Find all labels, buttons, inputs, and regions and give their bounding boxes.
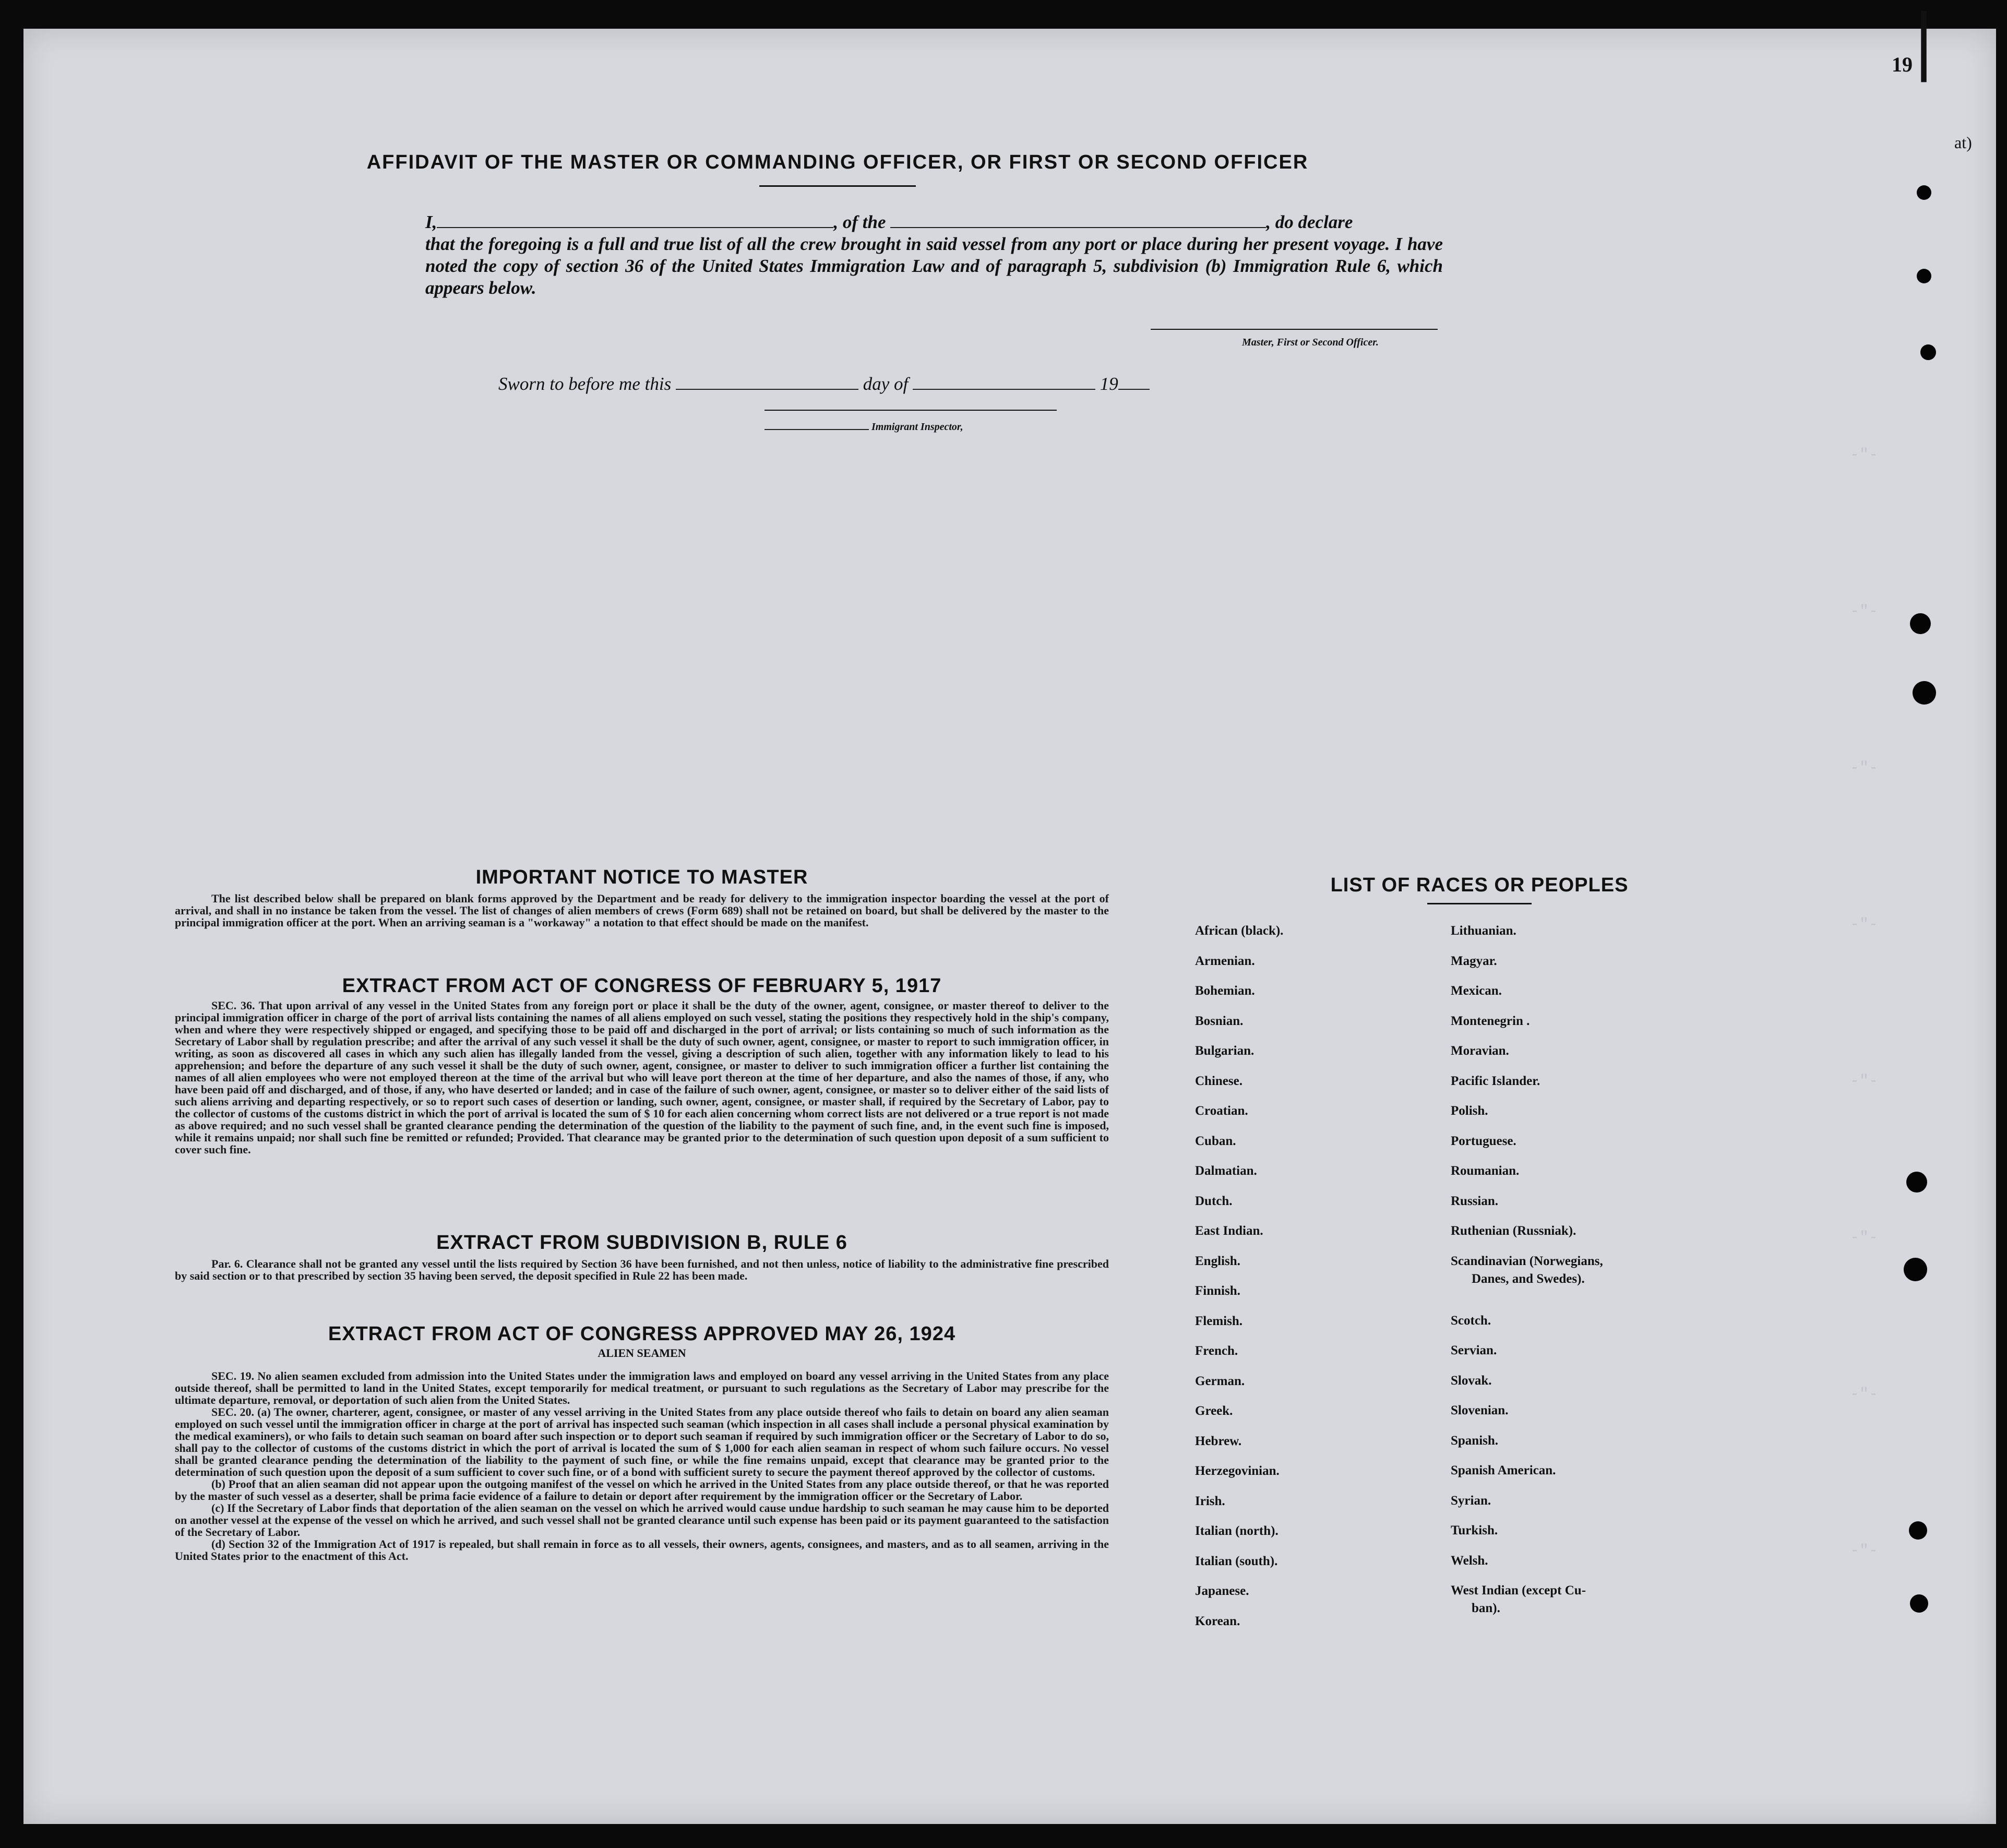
- extract-1917-text: SEC. 36. That upon arrival of any vessel in the United States from any foreign port or place it shall be the duty of the owner, agent, consignee, or master thereof to deliver to the principal immigration officer in charge of the port of arrival lists containing the names of all aliens employed on such vessel, stating the positions they respectively hold in the ship's company, when and where they were respectively shipped or engaged, and specifying those to be paid off and discharged in the port of arrival; or lists containing so much of such information as the Secretary of Labor shall by regulation prescribe; and after the arrival of any such vessel it shall be the duty of such owner, agent, consignee, or master to report to such immigration officer, in writing, as soon as discovered all cases in which any such alien has illegally landed from the vessel, giving a description of such alien, together with any information likely to lead to his apprehension; and before the departure of any such vessel it shall be the duty of such owner, agent, consignee, or master to deliver to such immigration officer a further list containing the names of all alien employees who were not employed thereon at the time of the arrival but who will leave port thereon at the time of her departure, and also the names of those, if any, who have been paid off and discharged, and of those, if any, who have deserted or landed; and in case of the failure of such owner, agent, consignee, or master so to deliver either of the said lists of such aliens arriving and departing respectively, or so to report such cases of desertion or landing, such owner, agent, consignee, or master shall, if required by the Secretary of Labor, pay to the collector of customs of the customs district in which the port of arrival is located the sum of $ 10 for each alien concerning whom correct lists are not delivered or a true report is not made as above required; and no such vessel shall be granted clearance pending the determination of the question of the liability to the payment of such fine, and, in the event such fine is imposed, while it remains unpaid; nor shall such fine be remitted or refunded; Provided. That clearance may be granted prior to the determination of such question upon deposit of a sum sufficient to cover such fine.: [175, 999, 1109, 1156]
- race-item: Bosnian.: [1195, 1014, 1244, 1028]
- do-declare-label: , do declare: [1266, 212, 1353, 232]
- race-item: Dalmatian.: [1195, 1164, 1257, 1178]
- extract-1924-text: SEC. 19. No alien seamen excluded from admission into the United States under the immigration laws and employed on board any vessel arriving in the United States from any place outside thereof, shall be permitted to land in the United States, except temporarily for medical treatment, or pursuant to such regulations as the Secretary of Labor may prescribe for the ultimate departure, removal, or deportation of such alien from the United States. SEC. 20. (a) The owner, charterer, agent, consignee, or master of any vessel arriving in the United States from any place outside thereof who fails to detain on board any alien seaman employed on such vessel until the immigration officer in charge at the port of arrival has inspected such seaman (which inspection in all cases shall include a personal physical examination by the medical examiners), or who fails to detain such seaman on board after such inspection or to deport such seaman if required by such immigration officer or the Secretary of Labor to do so, shall pay to the collector of customs of the customs district in which the port of arrival is located the sum of $ 1,000 for each alien seaman in respect of whom such failure occurs. No vessel shall be granted clearance pending the determination of the liability to the payment of such fine, or while the fine remains unpaid, except that clearance may be granted prior to the determination of such question upon the deposit of a sum sufficient to cover such fine, or of a bond with sufficient surety to secure the payment thereof approved by the collector of customs. (b) Proof that an alien seaman did not appear upon the outgoing manifest of the vessel on which he arrived in the United States from any place outside thereof, or that he was reported by the master of such vessel as a deserter, shall be prima facie evidence of a failure to detain or deport after requirement by the immigration officer or the Secretary of Labor. (c) If the Secretary of Labor finds that deportation of the alien seaman on the vessel on which he arrived would cause undue hardship to such seaman he may cause him to be deported on another vessel at the expense of the vessel on which he arrived, and such vessel shall not be granted clearance until such expense has been paid or its payment guaranteed to the satisfaction of the Secretary of Labor. (d) Section 32 of the Immigration Act of 1917 is repealed, but shall remain in force as to all vessels, their owners, agents, consignees, and masters, and as to all seamen, arriving in the United States prior to the enactment of this Act.: [175, 1369, 1109, 1563]
- inspector-signature-line-upper[interactable]: [764, 410, 1057, 411]
- page-number: 19: [1892, 53, 1913, 76]
- race-item: Russian.: [1451, 1194, 1499, 1208]
- race-item: Bohemian.: [1195, 984, 1255, 998]
- race-item: Korean.: [1195, 1614, 1240, 1628]
- inspector-signature-label: Immigrant Inspector,: [764, 421, 963, 433]
- race-item: West Indian (except Cu-: [1451, 1583, 1586, 1597]
- race-item: Hebrew.: [1195, 1434, 1242, 1448]
- extract-1924-subtitle: ALIEN SEAMEN: [598, 1346, 686, 1360]
- race-item: Italian (south).: [1195, 1554, 1278, 1568]
- race-item: Finnish.: [1195, 1284, 1240, 1298]
- race-item: Dutch.: [1195, 1194, 1233, 1208]
- master-signature-label: Master, First or Second Officer.: [1242, 337, 1379, 348]
- declarant-name-field[interactable]: [437, 217, 833, 228]
- race-item: Slovenian.: [1451, 1403, 1509, 1417]
- notice-title: IMPORTANT NOTICE TO MASTER: [475, 866, 808, 888]
- race-item: Portuguese.: [1451, 1134, 1516, 1148]
- race-item: Herzegovinian.: [1195, 1464, 1280, 1478]
- race-item: Armenian.: [1195, 953, 1255, 968]
- race-item: Turkish.: [1451, 1523, 1498, 1537]
- race-item: ban).: [1472, 1601, 1500, 1615]
- affidavit-title-rule: [759, 185, 916, 187]
- race-item: African (black).: [1195, 924, 1284, 938]
- extract-1924-title: EXTRACT FROM ACT OF CONGRESS APPROVED MAY 26, 1924: [328, 1323, 956, 1345]
- sworn-label: Sworn to before me this: [498, 374, 672, 394]
- races-column-left: [1195, 924, 1283, 1644]
- race-item: English.: [1195, 1254, 1240, 1268]
- year-label: 19: [1100, 374, 1118, 394]
- notice-text: The list described below shall be prepared on blank forms approved by the Department and be ready for delivery to the immigration inspector boarding the vessel at the port of arrival, and shall in no instance be taken from the vessel. The list of changes of alien members of crews (Form 689) shall not be retained on board, but shall be delivered by the master to the principal immigration officer at the port. When an arriving seaman is a "workaway" a notation to that effect should be made on the manifest.: [175, 892, 1109, 929]
- affidavit-declaration-line: [425, 211, 1443, 233]
- corner-mark: |: [1915, 0, 1933, 82]
- sworn-date-field[interactable]: [676, 378, 858, 390]
- race-item: Chinese.: [1195, 1074, 1243, 1088]
- race-item: Flemish.: [1195, 1314, 1243, 1328]
- binder-hole: [1913, 681, 1936, 705]
- manifest-sheet: [23, 29, 1996, 1824]
- inspector-name-field[interactable]: [764, 423, 869, 430]
- day-of-label: day of: [863, 374, 909, 394]
- edge-mark: at): [1954, 133, 1972, 152]
- race-item: Croatian.: [1195, 1104, 1248, 1118]
- extract-rule6-title: EXTRACT FROM SUBDIVISION B, RULE 6: [436, 1232, 847, 1254]
- race-item: Magyar.: [1451, 953, 1497, 968]
- race-item: Servian.: [1451, 1343, 1497, 1357]
- race-item: Scandinavian (Norwegians,: [1451, 1254, 1603, 1268]
- race-item: East Indian.: [1195, 1224, 1263, 1238]
- binder-hole: [1917, 269, 1931, 283]
- sworn-line: [498, 373, 1333, 395]
- affidavit-title: AFFIDAVIT OF THE MASTER OR COMMANDING OFFICER, OR FIRST OR SECOND OFFICER: [366, 151, 1309, 173]
- race-item: Mexican.: [1451, 984, 1502, 998]
- sworn-month-field[interactable]: [913, 378, 1095, 390]
- race-item: French.: [1195, 1344, 1238, 1358]
- race-item: Spanish.: [1451, 1433, 1499, 1448]
- affidavit-text: that the foregoing is a full and true list of all the crew brought in said vessel from any port or place during her present voyage. I have noted the copy of section 36 of the United States Immigration Law and of paragraph 5, subdivision (b) Immigration Rule 6, which appears below.: [425, 234, 1443, 298]
- race-item: Spanish American.: [1451, 1463, 1556, 1477]
- race-item: Polish.: [1451, 1104, 1488, 1118]
- race-item: Cuban.: [1195, 1134, 1236, 1148]
- binder-hole: [1910, 613, 1931, 634]
- race-item: Pacific Islander.: [1451, 1074, 1540, 1088]
- race-item: Scotch.: [1451, 1313, 1491, 1328]
- declarant-label: I,: [425, 212, 437, 232]
- binder-hole: [1917, 185, 1931, 200]
- race-item: Moravian.: [1451, 1044, 1509, 1058]
- sworn-year-field[interactable]: [1118, 378, 1150, 390]
- extract-rule6-text: Par. 6. Clearance shall not be granted any vessel until the lists required by Section 36 have been furnished, and not then unless, notice of liability to the administrative fine prescribed by said section or to that prescribed by section 35 having been served, the deposit specified in Rule 22 has been made.: [175, 1257, 1109, 1282]
- race-item: German.: [1195, 1374, 1245, 1388]
- binder-hole: [1910, 1594, 1928, 1613]
- race-item: Greek.: [1195, 1404, 1233, 1418]
- race-item: Montenegrin .: [1451, 1014, 1530, 1028]
- race-item: Danes, and Swedes).: [1472, 1271, 1585, 1286]
- races-column-right: [1451, 924, 1603, 1631]
- race-item: Lithuanian.: [1451, 924, 1516, 938]
- binder-hole: [1909, 1521, 1927, 1540]
- of-the-label: , of the: [833, 212, 886, 232]
- master-signature-line[interactable]: [1151, 329, 1438, 330]
- vessel-name-field[interactable]: [890, 217, 1266, 228]
- race-item: Syrian.: [1451, 1493, 1491, 1508]
- binder-hole: [1920, 344, 1936, 360]
- races-title: LIST OF RACES OR PEOPLES: [1330, 874, 1629, 896]
- extract-1917-title: EXTRACT FROM ACT OF CONGRESS OF FEBRUARY 5, 1917: [342, 975, 942, 997]
- race-item: Slovak.: [1451, 1373, 1492, 1388]
- bleed-through-text: -"- -"- -"- -"- -"- -"- -"- -"-: [1850, 446, 1879, 1560]
- binder-hole: [1906, 1172, 1927, 1193]
- race-item: Japanese.: [1195, 1584, 1249, 1598]
- race-item: Welsh.: [1451, 1553, 1488, 1568]
- race-item: Italian (north).: [1195, 1524, 1279, 1538]
- race-item: Ruthenian (Russniak).: [1451, 1224, 1576, 1238]
- race-item: Bulgarian.: [1195, 1044, 1255, 1058]
- race-item: Irish.: [1195, 1494, 1225, 1508]
- races-title-rule: [1427, 903, 1532, 904]
- race-item: Roumanian.: [1451, 1164, 1520, 1178]
- binder-hole: [1904, 1258, 1927, 1281]
